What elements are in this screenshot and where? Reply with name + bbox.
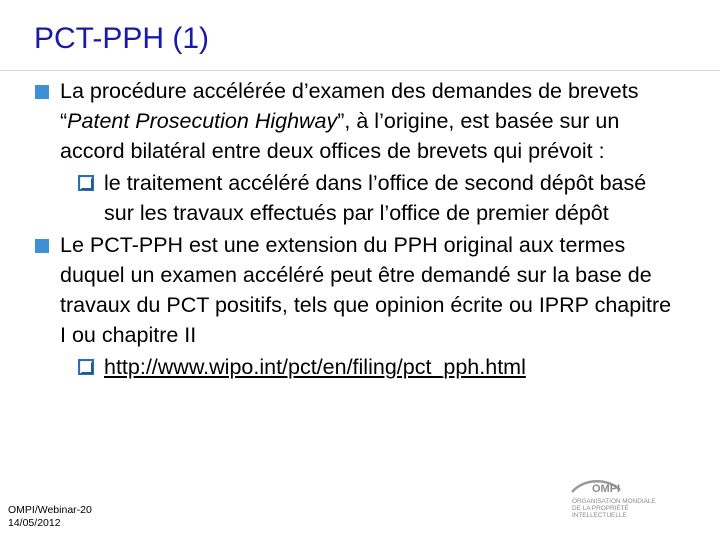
logo-line-2: DE LA PROPRIÉTÉ (572, 505, 629, 512)
sub-bullet-2 (104, 352, 674, 382)
footer-line-1: OMPI/Webinar-20 (8, 504, 92, 516)
logo-acronym: OMPI (592, 483, 621, 495)
title-divider (0, 70, 720, 71)
slide-title: PCT-PPH (1) (34, 22, 210, 55)
pct-pph-link[interactable]: http://www.wipo.int/pct/en/filing/pct_pph.html (104, 355, 526, 379)
footer-date: 14/05/2012 (8, 517, 61, 529)
checkbox-bullet-icon (78, 175, 94, 191)
sub-bullet-1-text: le traitement accéléré dans l’office de second dépôt basé sur les travaux effectués par l’office de premier dépôt (104, 171, 647, 225)
bullet-2-text: Le PCT-PPH est une extension du PPH original aux termes duquel un examen accéléré peut être demandé sur la base de travaux du PCT positifs, tels que opinion écrite ou IPRP chapitre I ou chapitre II (60, 233, 672, 347)
square-bullet-icon (35, 239, 49, 253)
ompi-logo (568, 476, 700, 520)
bullet-1 (60, 76, 680, 166)
bullet-1-text-italic: Patent Prosecution Highway (67, 109, 338, 133)
checkbox-bullet-icon (78, 359, 94, 375)
square-bullet-icon (35, 85, 49, 99)
sub-bullet-1 (104, 168, 674, 228)
slide-content (0, 76, 720, 384)
logo-line-3: INTELLECTUELLE (572, 512, 627, 519)
logo-line-1: ORGANISATION MONDIALE (572, 498, 656, 505)
bullet-1-text-start: La procédure accélérée d’examen des demandes de brevets “ (60, 79, 639, 133)
bullet-1-text-end: ”, à l’origine, est basée sur un accord bilatéral entre deux offices de brevets qui prévoit : (60, 109, 620, 163)
bullet-2 (60, 230, 680, 350)
footer (8, 504, 92, 530)
